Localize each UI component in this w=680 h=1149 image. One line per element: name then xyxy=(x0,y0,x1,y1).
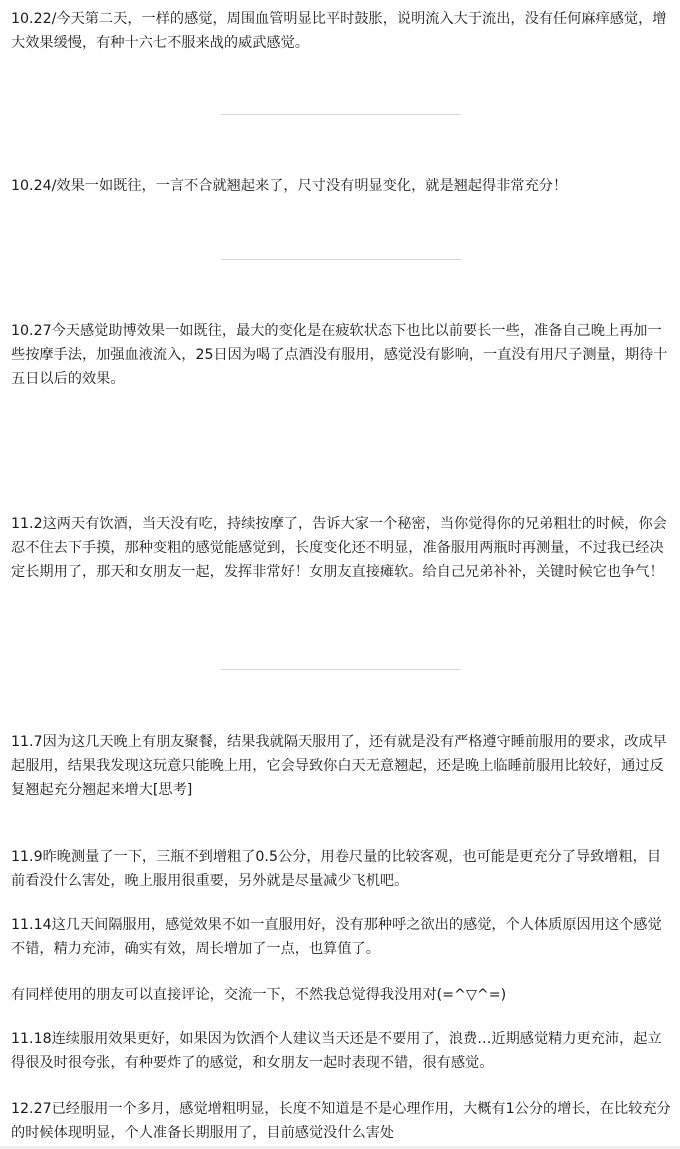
entry-11-7: 11.7因为这几天晚上有朋友聚餐，结果我就隔天服用了，还有就是没有严格遵守睡前服用的要求，改成早起服用，结果我发现这玩意只能晚上用，它会导致你白天无意翘起，还是晚上临睡前服用比较好，通过反复翘起充分翘起来增大[思考] xyxy=(11,734,667,798)
entry-10-27: 10.27今天感觉助博效果一如既往，最大的变化是在疲软状态下也比以前要长一些，准备自己晚上再加一些按摩手法，加强血液流入，25日因为喝了点酒没有服用，感觉没有影响，一直没有用尺子测量，期待十五日以后的效果。 xyxy=(11,323,668,387)
entry-11-2: 11.2这两天有饮酒，当天没有吃，持续按摩了，告诉大家一个秘密，当你觉得你的兄弟粗壮的时候，你会忍不住去下手摸，那种变粗的感觉能感觉到，长度变化还不明显，准备服用两瓶时再测量，不过我已经决定长期用了，那天和女朋友一起，发挥非常好！女朋友直接瘫软。给自己兄弟补补，关键时候它也争气！ xyxy=(11,516,667,580)
entry-11-14: 11.14这几天间隔服用，感觉效果不如一直服用好，没有那种呼之欲出的感觉，个人体质原因用这个感觉不错，精力充沛，确实有效，周长增加了一点，也算值了。 xyxy=(11,917,662,957)
divider xyxy=(221,259,461,260)
entry-12-27: 12.27已经服用一个多月，感觉增粗明显，长度不知道是不是心理作用，大概有1公分的增长，在比较充分的时候体现明显，个人准备长期服用了，目前感觉没什么害处 xyxy=(11,1101,671,1141)
entry-10-22: 10.22/今天第二天，一样的感觉，周围血管明显比平时鼓胀，说明流入大于流出，没有任何麻痒感觉，增大效果缓慢，有种十六七不服来战的威武感觉。 xyxy=(11,11,667,51)
entry-11-18: 11.18连续服用效果更好，如果因为饮酒个人建议当天还是不要用了，浪费…近期感觉精力更充沛，起立得很及时很夸张，有种要炸了的感觉，和女朋友一起时表现不错，很有感觉。 xyxy=(11,1031,662,1071)
divider xyxy=(221,114,461,115)
divider xyxy=(221,669,461,670)
entry-10-24: 10.24/效果一如既往，一言不合就翘起来了，尺寸没有明显变化，就是翘起得非常充分！ xyxy=(11,178,568,194)
reader-comment-note: 有同样使用的朋友可以直接评论，交流一下，不然我总觉得我没用对(=^▽^=) xyxy=(11,987,507,1003)
entry-11-9: 11.9昨晚测量了一下，三瓶不到增粗了0.5公分，用卷尺量的比较客观，也可能是更充分了导致增粗，目前看没什么害处，晚上服用很重要，另外就是尽量减少飞机吧。 xyxy=(11,849,662,889)
